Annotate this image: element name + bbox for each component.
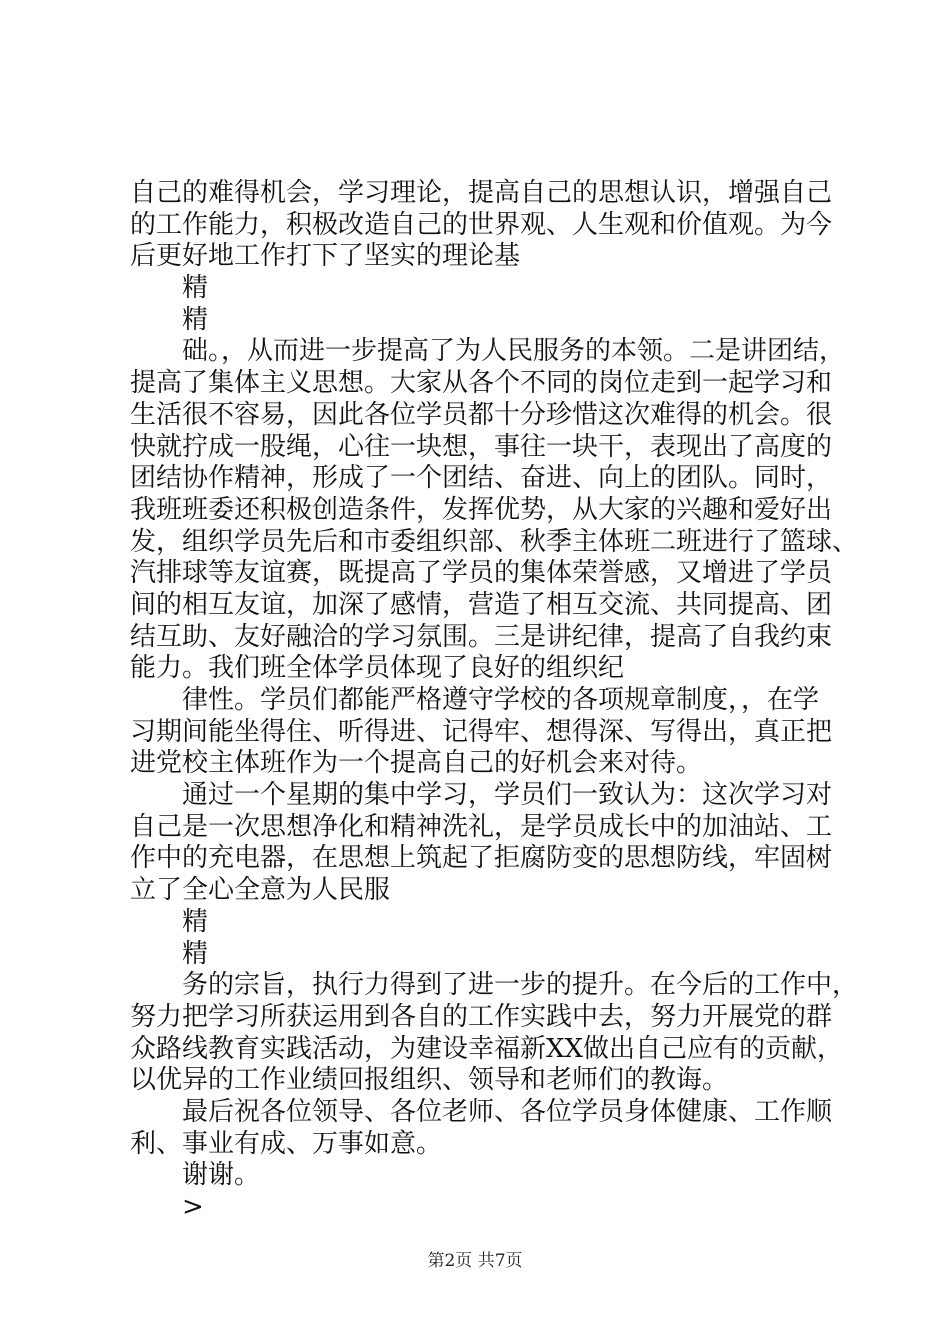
text-line: 精 [182, 304, 209, 335]
text-line: 精 [182, 273, 209, 304]
text-line: 作中的充电器，在思想上筑起了拒腐防变的思想防线，牢固树 [130, 843, 833, 874]
text-line: 能力。我们班全体学员体现了良好的组织纪 [130, 653, 625, 684]
text-line: 自己的难得机会，学习理论，提高自己的思想认识，增强自己 [130, 178, 833, 208]
text-line: 间的相互友谊，加深了感情，营造了相互交流、共同提高、团 [130, 589, 833, 620]
text-line: 的工作能力，积极改造自己的世界观、人生观和价值观。为今 [130, 209, 833, 240]
text-line: 利、事业有成、万事如意。 [130, 1128, 443, 1159]
text-line: 础。，从而进一步提高了为人民服务的本领。二是讲团结， [182, 336, 846, 367]
text-line: 努力把学习所获运用到各自的工作实践中去，努力开展党的群 [130, 1001, 833, 1032]
text-line: 众路线教育实践活动，为建设幸福新XX做出自己应有的贡献， [130, 1033, 844, 1064]
text-line: 精 [182, 938, 209, 969]
text-line: 谢谢。 [182, 1160, 261, 1191]
text-line: 务的宗旨，执行力得到了进一步的提升。在今后的工作中， [182, 970, 859, 1001]
text-line: 律性。学员们都能严格遵守学校的各项规章制度，，在学 [182, 685, 820, 715]
page-footer: 第2页 共7页 [427, 1251, 523, 1271]
text-line: 汽排球等友谊赛，既提高了学员的集体荣誉感，又增进了学员 [130, 558, 833, 589]
text-line: 最后祝各位领导、各位老师、各位学员身体健康、工作顺 [182, 1096, 833, 1127]
text-line: 进党校主体班作为一个提高自己的好机会来对待。 [130, 748, 703, 779]
text-line: 自己是一次思想净化和精神洗礼，是学员成长中的加油站、工 [130, 811, 833, 842]
text-line: 结互助、友好融洽的学习氛围。三是讲纪律，提高了自我约束 [130, 621, 833, 652]
text-line: 快就拧成一股绳，心往一块想，事往一块干，表现出了高度的 [130, 431, 833, 462]
text-line: 团结协作精神，形成了一个团结、奋进、向上的团队。同时， [130, 463, 833, 494]
text-line: 后更好地工作打下了坚实的理论基 [130, 241, 521, 272]
text-line: 通过一个星期的集中学习，学员们一致认为：这次学习对 [182, 780, 833, 811]
text-line: 发，组织学员先后和市委组织部、秋季主体班二班进行了篮球、 [130, 526, 859, 557]
text-line: > [182, 1192, 204, 1222]
text-line: 精 [182, 906, 209, 937]
text-line: 以优异的工作业绩回报组织、领导和老师们的教诲。 [130, 1065, 729, 1096]
text-line: 习期间能坐得住、听得进、记得牢、想得深、写得出，真正把 [130, 716, 833, 747]
text-line: 生活很不容易，因此各位学员都十分珍惜这次难得的机会。很 [130, 399, 833, 430]
text-line: 提高了集体主义思想。大家从各个不同的岗位走到一起学习和 [130, 368, 833, 399]
text-line: 立了全心全意为人民服 [130, 875, 391, 906]
text-line: 我班班委还积极创造条件，发挥优势，从大家的兴趣和爱好出 [130, 494, 833, 525]
document-body [130, 178, 859, 1224]
